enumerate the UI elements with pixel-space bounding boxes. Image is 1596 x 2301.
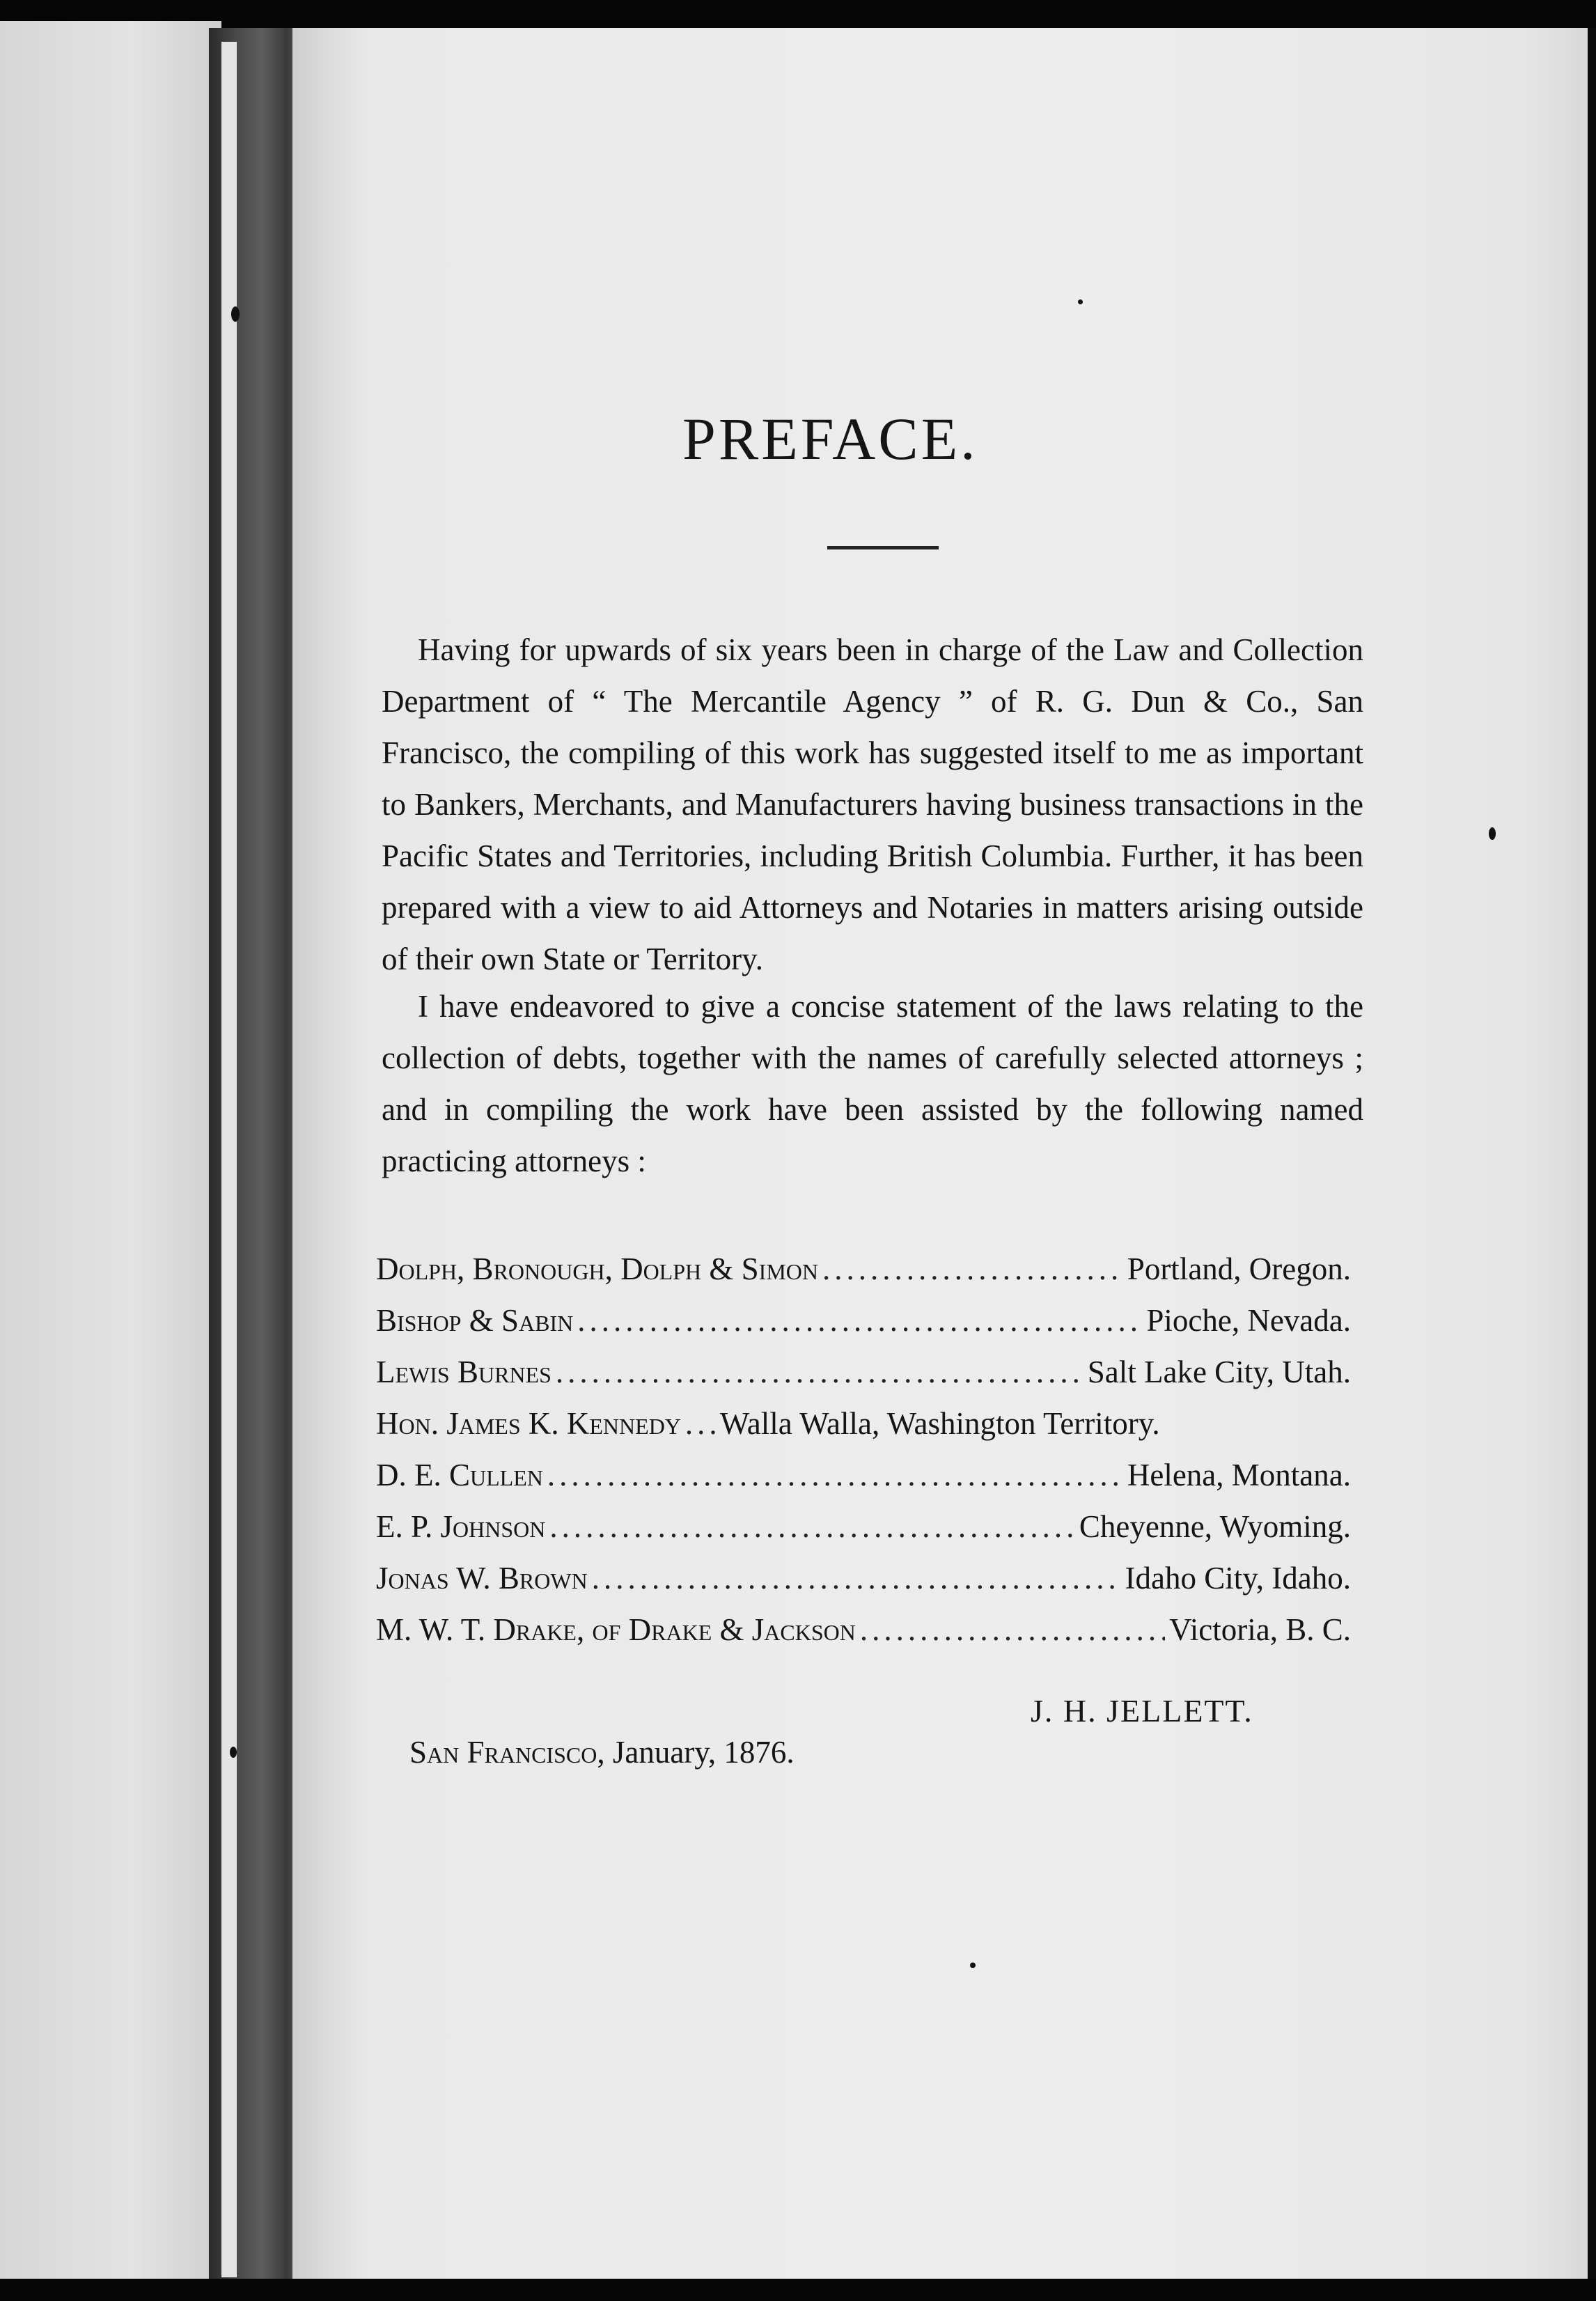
title-rule [827, 546, 939, 549]
leader-dots [549, 1508, 1074, 1545]
attorney-location: Victoria, B. C. [1168, 1612, 1351, 1647]
ink-speck [230, 1747, 237, 1758]
attorney-list [376, 1251, 1351, 1663]
author-signature: J. H. JELLETT. [1031, 1693, 1253, 1729]
gutter-edge [221, 42, 237, 2277]
dateline-city: San Francisco [409, 1735, 597, 1770]
attorney-location: Portland, Oregon. [1127, 1251, 1351, 1286]
attorney-name: Bishop & Sabin [376, 1303, 574, 1338]
attorney-name: E. P. Johnson [376, 1509, 546, 1544]
attorney-location: Salt Lake City, Utah. [1087, 1355, 1351, 1389]
attorney-entry [376, 1251, 1351, 1302]
attorney-entry [376, 1508, 1351, 1560]
attorney-location: Helena, Montana. [1127, 1458, 1351, 1492]
attorney-location: Idaho City, Idaho. [1125, 1561, 1351, 1596]
attorney-name: D. E. Cullen [376, 1458, 543, 1492]
dateline-date: , January, 1876. [597, 1735, 795, 1770]
attorney-entry [376, 1457, 1351, 1508]
attorney-name: Lewis Burnes [376, 1355, 551, 1389]
leader-dots [556, 1354, 1083, 1390]
scan-bottom-border [0, 2279, 1596, 2301]
dateline [409, 1734, 795, 1770]
preface-paragraph-2: I have endeavored to give a concise statement of the laws relating to the collection of debts, together with the names of carefully selected attorneys ; and in compiling the work have been assisted by the following named practicing attorneys : [382, 989, 1363, 1178]
scan-top-border [0, 0, 1596, 28]
attorney-name: Jonas W. Brown [376, 1561, 588, 1596]
leader-dots [547, 1457, 1123, 1493]
attorney-entry [376, 1354, 1351, 1405]
attorney-entry [376, 1560, 1351, 1612]
attorney-location: Walla Walla, Washington Territory. [719, 1406, 1160, 1441]
attorney-name: Hon. James K. Kennedy [376, 1406, 681, 1441]
ink-speck [1489, 827, 1496, 840]
ink-speck [231, 306, 240, 322]
attorney-name: M. W. T. Drake, of Drake & Jackson [376, 1612, 856, 1647]
attorney-location: Pioche, Nevada. [1146, 1303, 1351, 1338]
attorney-entry [376, 1405, 1351, 1457]
ink-speck [1078, 299, 1083, 304]
page-title: PREFACE. [682, 405, 978, 472]
attorney-name: Dolph, Bronough, Dolph & Simon [376, 1251, 818, 1286]
attorney-location: Cheyenne, Wyoming. [1079, 1509, 1351, 1544]
leader-dots [592, 1560, 1121, 1596]
facing-page [0, 21, 221, 2284]
preface-paragraph-1: Having for upwards of six years been in charge of the Law and Collection Department of “ The Mercantile Agency ” of R. G. Dun & Co., San Francisco, the compiling of this work has suggested itself to me as important to Bankers, Merchants, and Manufacturers having business transactions in the Pacific States and Territories, including British Columbia. Further, it has been prepared with a view to aid Attorneys and Notaries in matters arising outside of their own State or Territory. [382, 632, 1363, 976]
leader-dots [577, 1302, 1142, 1339]
leader-dots [685, 1405, 716, 1442]
ink-speck [970, 1963, 976, 1968]
leader-dots [860, 1612, 1165, 1648]
attorney-entry [376, 1612, 1351, 1663]
attorney-entry [376, 1302, 1351, 1354]
leader-dots [822, 1251, 1123, 1287]
